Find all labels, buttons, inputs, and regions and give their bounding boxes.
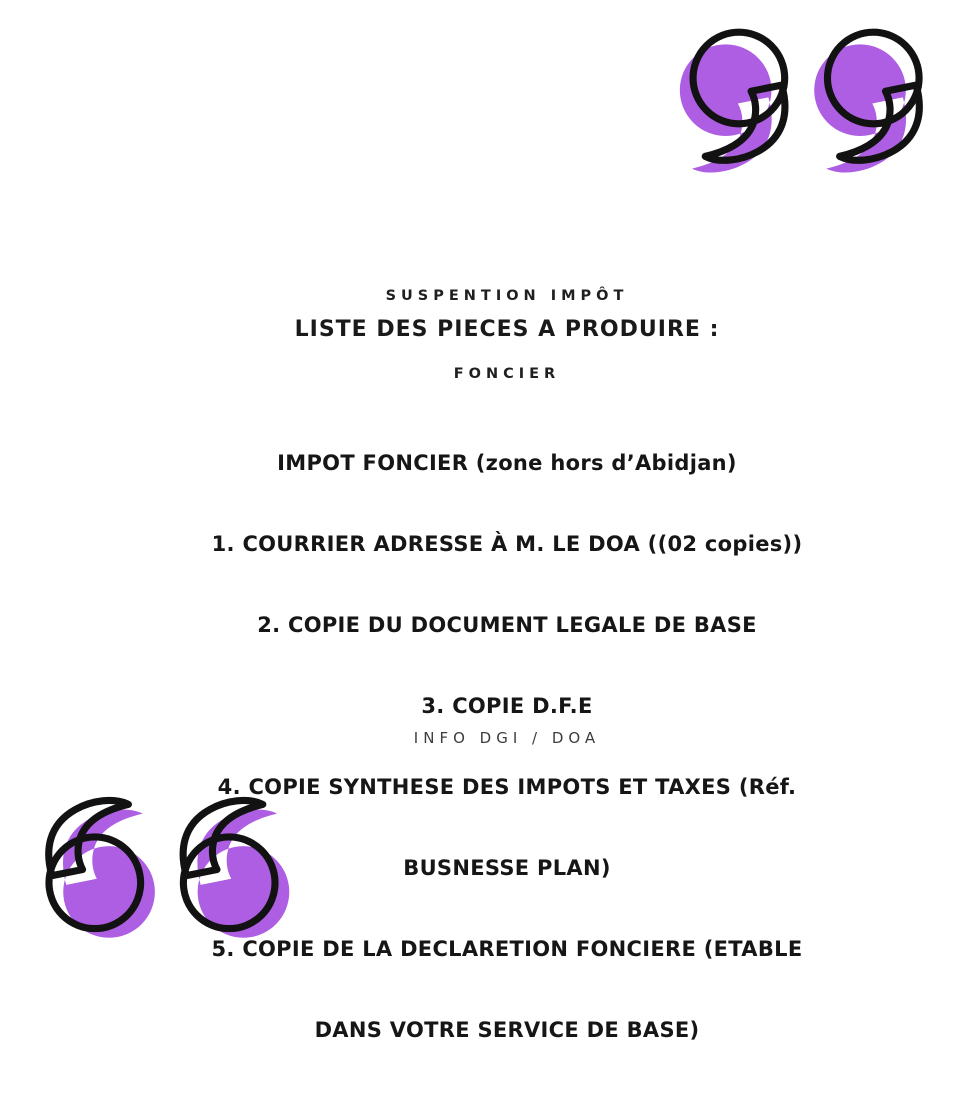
list-line: IMPOT FONCIER (zone hors d’Abidjan): [277, 451, 737, 475]
section-heading: LISTE DES PIECES A PRODUIRE :: [294, 317, 720, 342]
list-line: 2. COPIE DU DOCUMENT LEGALE DE BASE: [257, 613, 757, 637]
documents-list: [0, 396, 960, 1098]
opening-quotes-icon: [28, 782, 296, 950]
document-title-line1: SUSPENTION IMPÔT: [385, 288, 629, 304]
list-line: 4. COPIE SYNTHESE DES IMPOTS ET TAXES (Réf.: [217, 775, 797, 799]
list-line: 1. COURRIER ADRESSE À M. LE DOA ((02 copies)): [211, 532, 803, 556]
list-line: 5. COPIE DE LA DECLARETION FONCIERE (ETABLE: [211, 937, 803, 961]
list-line: 3. COPIE D.F.E: [421, 694, 593, 718]
document-title-line2: FONCIER: [453, 366, 561, 382]
closing-quotes-icon: [668, 22, 936, 190]
list-line: DANS VOTRE SERVICE DE BASE): [314, 1018, 700, 1042]
list-line: BUSNESSE PLAN): [403, 856, 611, 880]
credit-line: INFO DGI / DOA: [413, 729, 601, 747]
